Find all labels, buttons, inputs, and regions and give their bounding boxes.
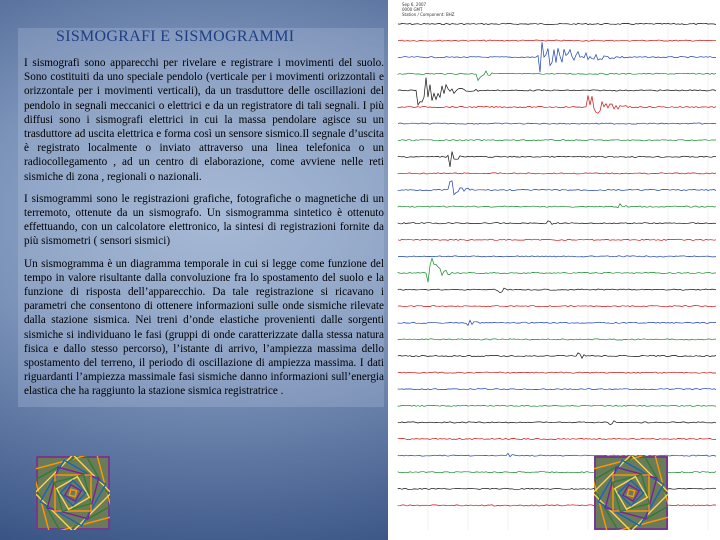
seismogram-header-line-3: Station / Component: BHZ — [402, 12, 455, 17]
fractal-pattern-icon — [36, 456, 110, 530]
seismogram-trace — [398, 221, 716, 225]
seismogram-trace — [398, 239, 716, 240]
seismogram-trace — [398, 453, 716, 456]
seismogram-trace — [398, 23, 716, 24]
seismogram-trace — [398, 152, 716, 168]
paragraph-sismogrammi: I sismogrammi sono le registrazioni grafiche, fotografiche o magnetiche di un terremoto, ottenute da un sismografo. Un sismogramma sintetico è ottenuto effettuando, con un calcolatore elettronico, la sintesi di registrazioni fornite da più sismometri ( sensori sismici) — [24, 192, 384, 248]
seismogram-trace — [398, 372, 716, 373]
seismogram-trace — [398, 258, 716, 282]
paragraph-sismogramma-diagramma: Un sismogramma è un diagramma temporale in cui si legge come funzione del tempo in valore risultante dalla convoluzione fra lo spostamento del suolo e la funzione di risposta dell’apparecchio. Da tale registrazione si ricavano i parametri che consentono di ottenere informazioni sulle onde sismiche rilevate dalla stazione sismica. Nei treni d’onde elastiche provenienti dalle sorgenti sismiche si individuano le fasi (gruppi di onde caratterizzate dalla stessa natura fisica e dallo stesso percorso), l’istante di arrivo, l’ampiezza massima dello spostamento del terreno, il periodo di oscillazione di ampiezza massima. I dati riguardanti l’ampiezza massimale fasi sismiche danno informazioni sull’energia elastica che ha raggiunto la stazione sismica registratrice . — [24, 257, 384, 398]
seismogram-trace — [398, 71, 716, 81]
seismogram-image — [388, 0, 720, 540]
seismogram-trace — [398, 353, 716, 358]
seismogram-trace — [398, 488, 716, 489]
seismogram-traces — [388, 0, 720, 540]
seismogram-trace — [398, 320, 716, 325]
seismogram-trace — [398, 389, 716, 390]
seismogram-trace — [398, 40, 716, 41]
seismogram-trace — [398, 306, 716, 307]
seismogram-trace — [398, 438, 716, 439]
seismogram-trace — [398, 505, 716, 506]
seismogram-trace — [398, 204, 716, 208]
text-panel — [18, 28, 384, 407]
paragraph-sismografi: I sismografi sono apparecchi per rivelare e registrare i movimenti del suolo. Sono costituiti da uno speciale pendolo (verticale per i movimenti orizzontali e orizzontale per i movimenti verticali), da un trasduttore delle oscillazioni del pendolo in segnali meccanici o elettrici e da un registratore di tali segnali. I più diffusi sono i sismografi elettrici in cui la massa pendolare agisce su un trasduttore ad uscita elettrica e forma così un sensore sismico.Il segnale d’uscita è registrato localmente o inviato attraverso una linea telefonica o un radiocollegamento , ad un centro di elaborazione, come avviene nelle reti sismiche di zona , regionali o nazionali. — [24, 57, 384, 183]
seismogram-trace — [398, 472, 716, 473]
seismogram-trace — [398, 140, 716, 141]
seismogram-trace — [398, 181, 716, 195]
seismogram-trace — [398, 173, 716, 174]
slide-title: SISMOGRAFI E SISMOGRAMMI — [56, 28, 295, 45]
seismogram-trace — [398, 95, 716, 113]
seismogram-trace — [398, 405, 716, 406]
seismogram-trace — [398, 421, 716, 425]
seismogram-trace — [398, 339, 716, 340]
seismogram-trace — [398, 78, 716, 105]
seismogram-header-line-2: 0000 GMT — [402, 7, 423, 12]
seismogram-trace — [398, 123, 716, 124]
decorative-pattern-right — [594, 456, 668, 530]
seismogram-trace — [398, 42, 716, 72]
decorative-pattern-left — [36, 456, 110, 530]
seismogram-trace — [398, 256, 716, 257]
fractal-pattern-icon — [594, 456, 668, 530]
seismogram-trace — [398, 288, 716, 293]
seismogram-header-line-1: Sep 6, 2007 — [402, 2, 427, 7]
